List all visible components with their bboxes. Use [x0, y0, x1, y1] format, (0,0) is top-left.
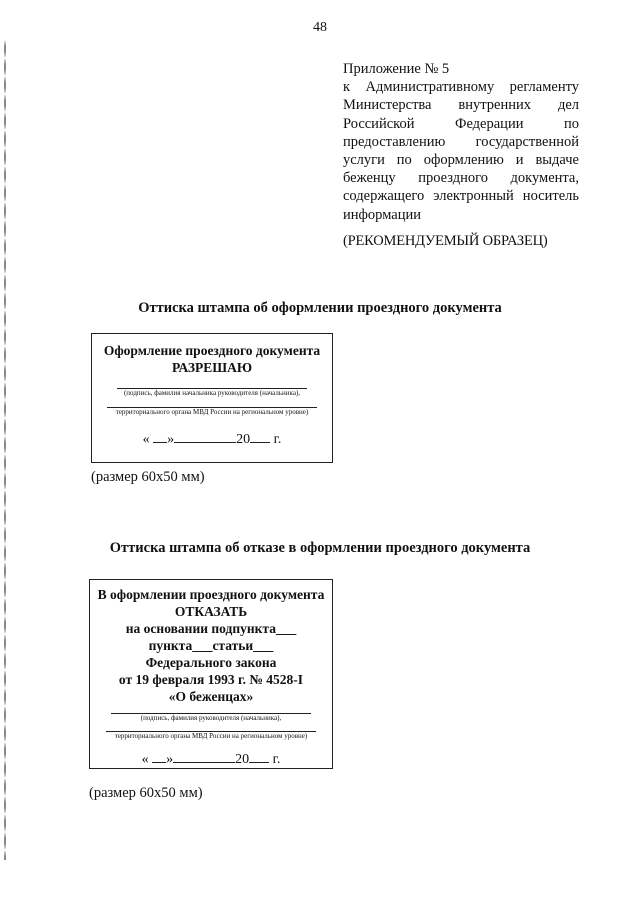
month-blank: [173, 750, 235, 763]
authority-caption: территориального органа МВД России на региональном уровне): [115, 408, 309, 416]
date-open-quote: «: [142, 432, 150, 447]
date-suffix: г.: [272, 752, 281, 767]
refusal-size-note: (размер 60х50 мм): [89, 785, 203, 801]
date-open-quote: «: [141, 752, 149, 767]
date-line: [90, 750, 332, 768]
appendix-block: [343, 60, 579, 224]
refusal-law-title: «О беженцах»: [168, 689, 254, 704]
scan-edge-marks: [4, 40, 6, 860]
refusal-stamp-decision: ОТКАЗАТЬ: [174, 604, 248, 619]
appendix-line: содержащего электронный носитель: [343, 188, 579, 205]
refusal-stamp-heading: Оттиска штампа об отказе в оформлении проездного документа: [109, 540, 531, 556]
year-blank: [250, 430, 270, 443]
date-year: 20: [235, 752, 250, 767]
approval-size-note: (размер 60х50 мм): [91, 469, 205, 485]
approval-stamp: [91, 333, 333, 463]
approval-stamp-line1: Оформление проездного документа: [103, 343, 321, 358]
date-suffix: г.: [273, 432, 282, 447]
date-line: [92, 430, 332, 448]
approval-stamp-decision: РАЗРЕШАЮ: [171, 360, 253, 375]
approval-stamp-heading: Оттиска штампа об оформлении проездного документа: [138, 300, 502, 316]
date-year: 20: [236, 432, 251, 447]
page-number: 48: [313, 20, 327, 35]
authority-caption: территориального органа МВД России на региональном уровне): [114, 732, 308, 740]
appendix-line: Министерства внутренних дел: [343, 97, 579, 114]
signature-caption: (подпись, фамилия начальника руководителя (начальника),: [123, 389, 301, 397]
appendix-line: услуги по оформлению и выдаче: [343, 152, 579, 169]
refusal-stamp: [89, 579, 333, 769]
appendix-line: беженцу проездного документа,: [343, 170, 579, 187]
appendix-line: Российской Федерации по: [343, 115, 579, 132]
signature-caption: (подпись, фамилия руководителя (начальника),: [140, 714, 282, 722]
appendix-line: к Административному регламенту: [343, 79, 579, 96]
appendix-title: Приложение № 5: [343, 61, 450, 77]
date-close-quote: »: [166, 752, 174, 767]
day-blank: [152, 750, 166, 763]
appendix-line: предоставлению государственной: [343, 133, 579, 150]
year-blank: [249, 750, 269, 763]
refusal-basis-subclause: на основании подпункта___: [125, 621, 297, 636]
appendix-line: информации: [343, 206, 421, 223]
date-close-quote: »: [167, 432, 175, 447]
refusal-basis-clause: пункта___статьи___: [148, 638, 274, 653]
refusal-stamp-line1: В оформлении проездного документа: [97, 587, 325, 602]
day-blank: [153, 430, 167, 443]
recommended-sample-label: (РЕКОМЕНДУЕМЫЙ ОБРАЗЕЦ): [343, 233, 548, 249]
month-blank: [174, 430, 236, 443]
refusal-law-name: Федерального закона: [145, 655, 277, 670]
refusal-law-date: от 19 февраля 1993 г. № 4528-I: [118, 672, 304, 687]
